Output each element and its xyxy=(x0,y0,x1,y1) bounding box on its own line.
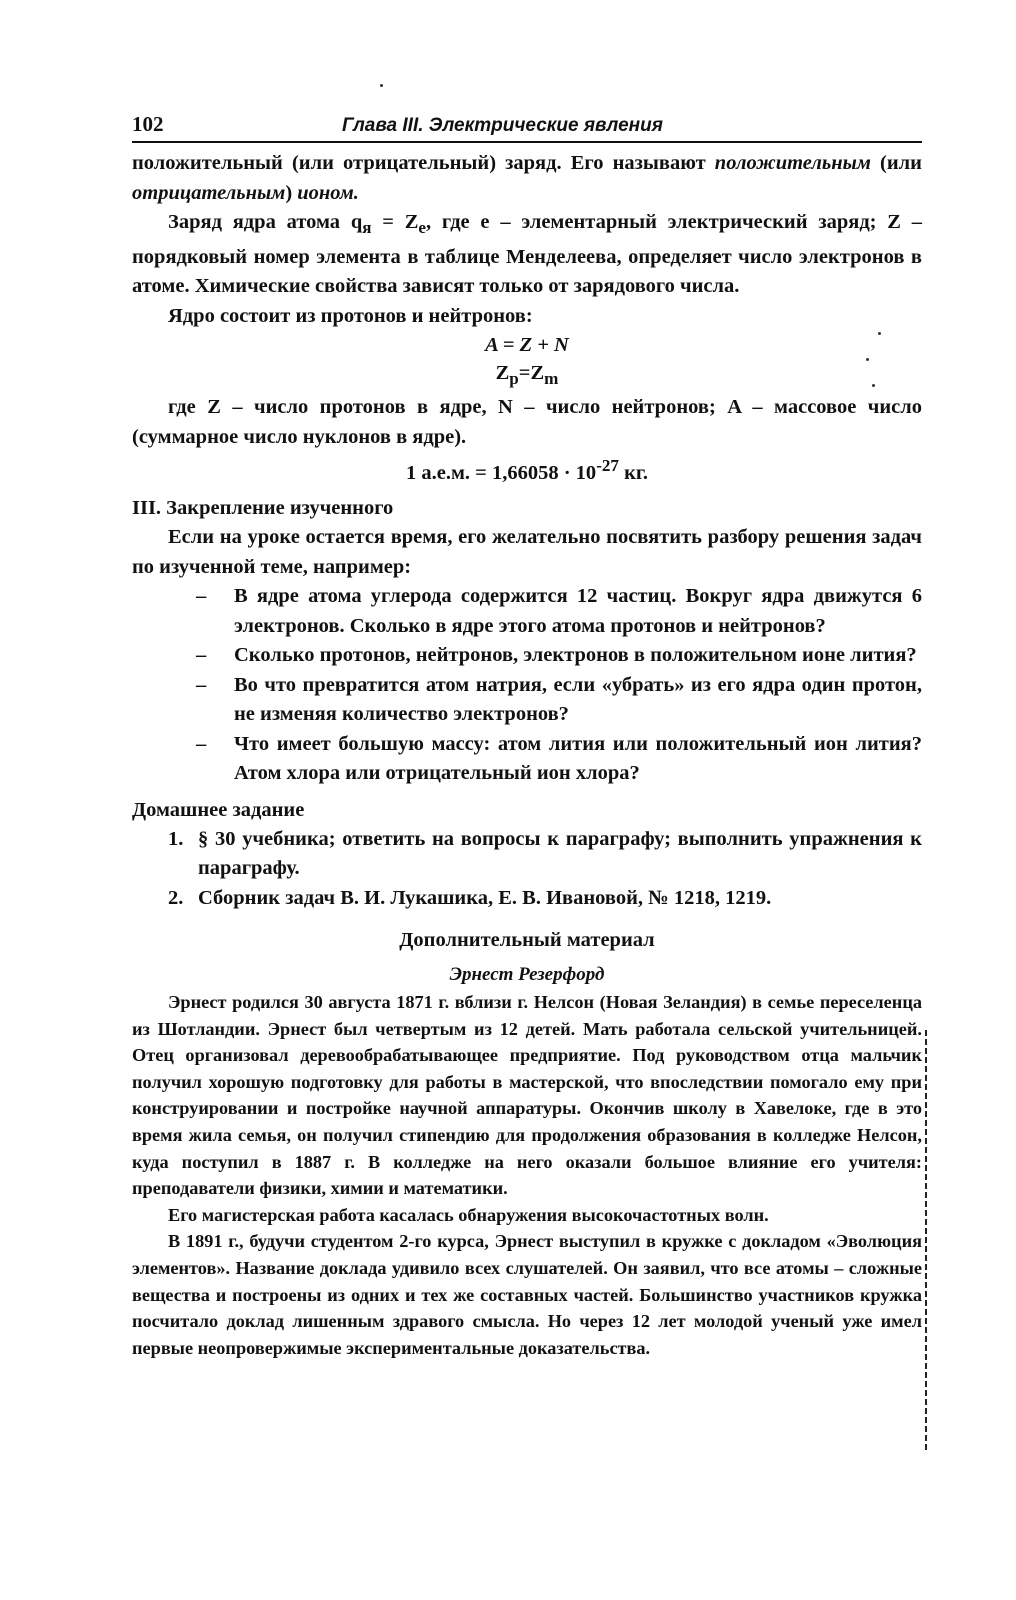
question-list xyxy=(132,582,922,789)
formula-text: кг. xyxy=(618,462,649,485)
text-run: Заряд ядра атома q xyxy=(168,211,363,233)
homework-text: Сборник задач В. И. Лукашика, Е. В. Ивановой, № 1218, 1219. xyxy=(198,886,772,909)
list-item xyxy=(196,582,922,641)
subscript: e xyxy=(418,218,426,238)
paragraph-definitions: где Z – число протонов в ядре, N – число нейтронов; A – массовое число (суммарное число нуклонов в ядре). xyxy=(132,396,922,448)
scan-speck xyxy=(380,84,383,87)
term-ion: ионом. xyxy=(297,181,359,204)
section-intro: Если на уроке остается время, его желательно посвятить разбору решения задач по изученной теме, например: xyxy=(132,526,922,578)
term-positive: положительным xyxy=(714,152,871,174)
formula-text: A = Z + N xyxy=(485,334,569,357)
list-item xyxy=(168,884,922,914)
formula-text: =Z xyxy=(518,362,545,385)
subscript: я xyxy=(362,218,372,238)
list-item xyxy=(168,825,922,884)
paragraph-nucleus-composition: Ядро состоит из протонов и нейтронов: xyxy=(168,304,533,327)
dash-bullet: – xyxy=(196,585,207,608)
page-number: 102 xyxy=(132,112,164,136)
paragraph-biography: Эрнест родился 30 августа 1871 г. вблизи г. Нелсон (Новая Зеландия) в семье переселенца из Шотландии. Эрнест был четвертым из 12 детей. Мать работала сельской учительницей. Отец организовал деревообрабатывающее предприятие. Под руководством отца мальчик получил хорошую подготовку для работы в мастерской, что впоследствии помогало ему при конструировании и постройке научной аппаратуры. Окончив школу в Хавелоке, где в это время жила семья, он получил стипендию для продолжения образования в колледже Нелсон, куда поступил в 1887 г. В колледже на него оказали большое влияние его учителя: преподаватели физики, химии и математики. xyxy=(132,992,922,1199)
item-number: 1. xyxy=(168,827,184,850)
text-run: (или xyxy=(870,152,922,174)
scan-speck xyxy=(866,358,869,361)
question-text: В ядре атома углерода содержится 12 частиц. Вокруг ядра движутся 6 электронов. Сколько в ядре этого атома протонов и нейтронов? xyxy=(234,585,922,637)
text-run: ) xyxy=(285,181,298,204)
subscript: p xyxy=(509,369,519,389)
text-run: = Z xyxy=(371,211,419,233)
question-text: Во что превратится атом натрия, если «убрать» из его ядра один протон, не изменяя количество электронов? xyxy=(234,673,922,726)
homework-text: § 30 учебника; ответить на вопросы к параграфу; выполнить упражнения к параграфу. xyxy=(198,827,922,880)
paragraph-ion xyxy=(132,149,922,208)
term-negative: отрицательным xyxy=(132,181,286,204)
formula-proton-count xyxy=(132,359,922,393)
question-text: Сколько протонов, нейтронов, электронов в положительном ионе лития? xyxy=(234,644,917,667)
item-number: 2. xyxy=(168,886,184,909)
formula-amu xyxy=(132,452,922,487)
dash-bullet: – xyxy=(196,644,207,667)
list-item xyxy=(196,671,922,730)
paragraph-masters: Его магистерская работа касалась обнаружения высокочастотных волн. xyxy=(168,1204,769,1225)
text-run: положительный (или отрицательный) заряд. Его называют xyxy=(132,152,715,174)
subsection-title-rutherford: Эрнест Резерфорд xyxy=(449,964,605,986)
formula-mass-number xyxy=(132,331,922,359)
section-title-homework: Домашнее задание xyxy=(132,798,305,821)
scan-speck xyxy=(878,332,881,335)
page xyxy=(132,112,922,1361)
text-run: , где e – элементарный электрический заряд; Z – порядковый номер элемента в таблице Менделеева, определяет число электронов в атоме. Химические свойства зависят только от зарядового числа. xyxy=(132,211,922,298)
formula-text: Z xyxy=(495,362,510,385)
superscript: -27 xyxy=(596,456,619,476)
page-header xyxy=(132,112,922,143)
section-title-consolidation: III. Закрепление изученного xyxy=(132,497,394,520)
paragraph-nucleus-charge xyxy=(132,208,922,302)
scan-margin-line xyxy=(925,1030,927,1450)
list-item xyxy=(196,730,922,789)
section-title-extra: Дополнительный материал xyxy=(399,929,655,952)
list-item xyxy=(196,641,922,671)
dash-bullet: – xyxy=(196,673,207,696)
running-title: Глава III. Электрические явления xyxy=(342,115,663,136)
paragraph-evolution-talk: В 1891 г., будучи студентом 2-го курса, Эрнест выступил в кружке с докладом «Эволюция элементов». Название доклада удивило всех слушателей. Он заявил, что все атомы – сложные вещества и построены из одних и тех же составных частей. Большинство участников кружка посчитало доклад лишенным здравого смысла. Но через 12 лет молодой ученый уже имел первые неопровержимые экспериментальные доказательства. xyxy=(132,1231,922,1358)
scan-speck xyxy=(872,384,875,387)
homework-list xyxy=(132,825,922,914)
question-text: Что имеет большую массу: атом лития или положительный ион лития? Атом хлора или отрицательный ион хлора? xyxy=(234,732,922,785)
subscript: m xyxy=(544,369,559,389)
dash-bullet: – xyxy=(196,732,207,755)
formula-text: 1 а.е.м. = 1,66058 · 10 xyxy=(405,462,597,485)
